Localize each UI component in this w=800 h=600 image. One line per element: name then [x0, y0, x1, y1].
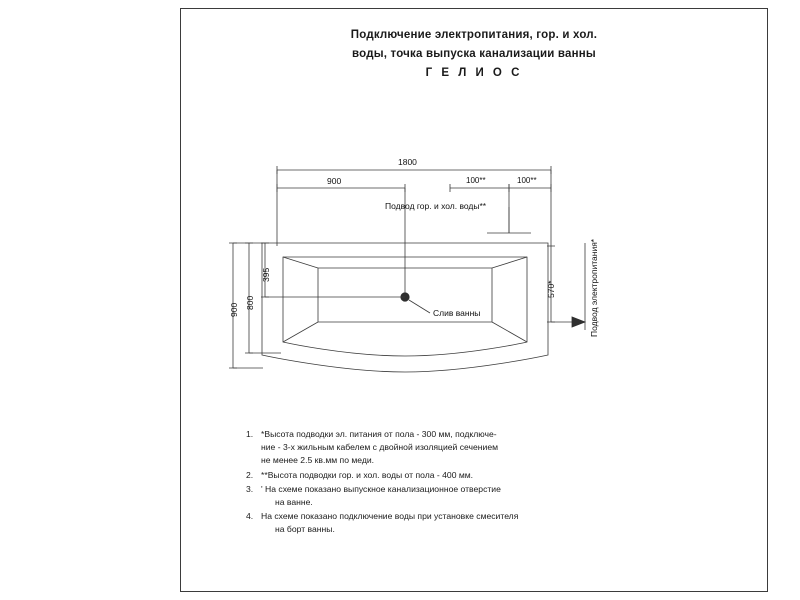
dim-label-570-vertical: 570*	[546, 280, 556, 298]
note-line: На схеме показано подключение воды при установке смесителя	[261, 511, 519, 522]
note-text	[261, 469, 666, 482]
note-number: 4.	[246, 511, 254, 522]
title-line-1: Подключение электропитания, гор. и хол.	[350, 29, 598, 41]
note-item	[246, 510, 666, 536]
note-line: ' На схеме показано выпускное канализационное отверстие	[261, 483, 501, 494]
annotation-power-supply: Подвод электропитания*	[589, 238, 599, 337]
annotation-water-supply: Подвод гор. и хол. воды**	[385, 201, 487, 211]
bath-bevel-tl	[283, 257, 318, 268]
note-item	[246, 483, 666, 509]
note-line: на борт ванны.	[275, 524, 335, 535]
note-line: не менее 2.5 кв.мм по меди.	[261, 455, 375, 466]
dim-label-800-vertical: 800	[245, 295, 255, 310]
note-line: ние - 3-х жильным кабелем с двойной изоляцией сечением	[261, 442, 499, 453]
dim-label-395-vertical: 395	[261, 267, 271, 282]
note-line: *Высота подводки эл. питания от пола - 300 мм, подключе-	[261, 429, 497, 439]
power-arrow	[572, 317, 585, 327]
notes-list	[246, 428, 666, 538]
dim-label-100-b: 100**	[517, 176, 537, 185]
note-text	[261, 483, 666, 509]
bath-bevel-bl	[283, 322, 318, 342]
dim-label-1800: 1800	[398, 157, 417, 167]
bath-bevel-tr	[492, 257, 527, 268]
title-line-3: Г Е Л И О С	[425, 67, 523, 79]
dim-label-900-vertical: 900	[229, 302, 239, 317]
dim-label-100-a: 100**	[466, 176, 486, 185]
note-line: **Высота подводки гор. и хол. воды от пола - 400 мм.	[261, 469, 474, 480]
annotation-drain: Слив ванны	[433, 308, 481, 318]
note-line: на ванне.	[275, 497, 313, 508]
dim-label-900: 900	[327, 176, 342, 186]
note-number: 2.	[246, 469, 254, 480]
note-text	[261, 428, 666, 468]
note-item	[246, 428, 666, 468]
drain-leader	[409, 300, 430, 313]
note-number: 1.	[246, 429, 254, 439]
bath-bevel-br	[492, 322, 527, 342]
note-item	[246, 469, 666, 482]
note-text	[261, 510, 666, 536]
note-number: 3.	[246, 483, 254, 494]
title-line-2: воды, точка выпуска канализации ванны	[352, 48, 596, 60]
